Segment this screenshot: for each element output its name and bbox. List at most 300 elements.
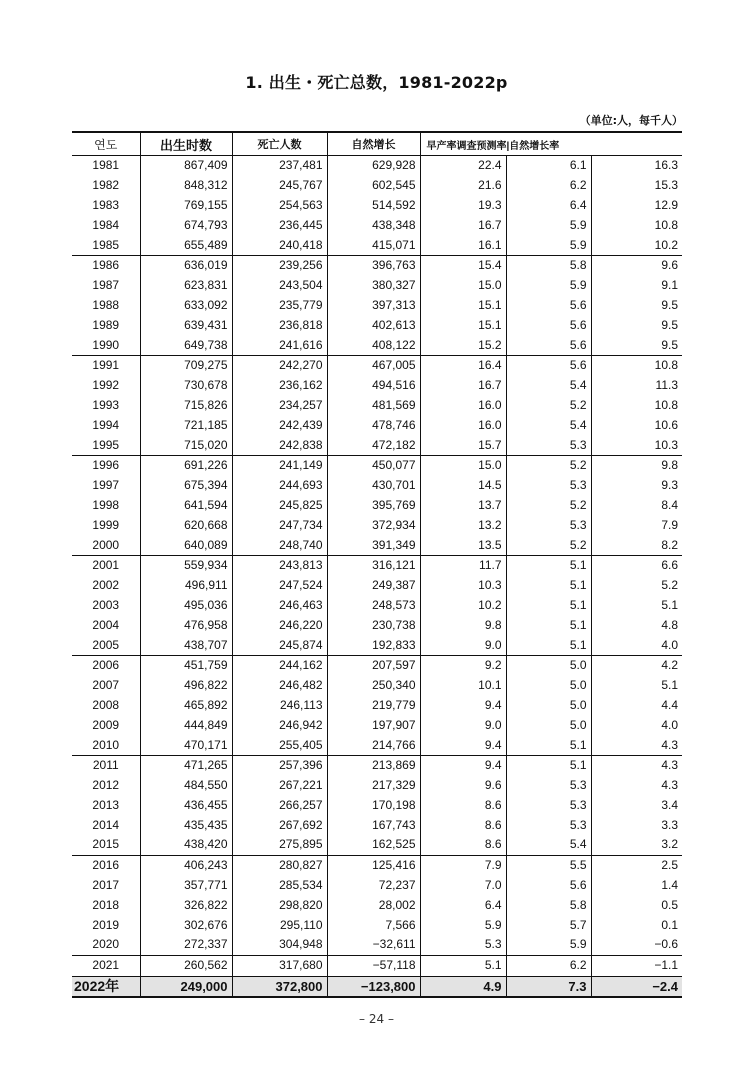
death-rate-cell: 5.3 (506, 515, 591, 535)
death-rate-cell: 5.0 (506, 676, 591, 696)
natural-increase-cell: 430,701 (327, 476, 420, 496)
year-cell: 1996 (72, 455, 140, 475)
birth-rate-cell: 16.1 (420, 235, 506, 255)
header-natural-increase: 自然增长 (327, 132, 420, 156)
deaths-cell: 248,740 (232, 535, 327, 555)
unit-note: （单位:人，每千人） (579, 114, 683, 127)
increase-rate-cell: 0.1 (591, 915, 682, 935)
births-cell: 559,934 (140, 555, 232, 575)
table-row (72, 476, 682, 496)
natural-increase-cell: 396,763 (327, 255, 420, 275)
increase-rate-cell: 9.5 (591, 315, 682, 335)
births-cell: 470,171 (140, 735, 232, 755)
death-rate-cell: 5.1 (506, 615, 591, 635)
table-row (72, 815, 682, 835)
year-cell: 1987 (92, 278, 120, 293)
increase-rate-cell: 10.6 (591, 415, 682, 435)
death-rate-cell: 5.8 (506, 895, 591, 915)
births-cell: 272,337 (140, 935, 232, 955)
increase-rate-cell: 10.8 (591, 355, 682, 375)
deaths-cell: 242,838 (232, 435, 327, 455)
table-body (72, 156, 682, 998)
increase-rate-cell: 10.8 (591, 215, 682, 235)
table-row (72, 176, 682, 196)
deaths-cell: 304,948 (232, 935, 327, 955)
death-rate-cell: 5.6 (506, 876, 591, 896)
births-cell: 451,759 (140, 655, 232, 675)
table-row (72, 276, 682, 296)
table-row (72, 596, 682, 616)
births-cell: 675,394 (140, 476, 232, 496)
page-number: – 24 – (359, 1012, 394, 1026)
deaths-cell: 246,482 (232, 676, 327, 696)
increase-rate-cell: 9.3 (591, 476, 682, 496)
year-cell: 2012 (92, 778, 120, 793)
table-row (72, 635, 682, 655)
births-cell: 641,594 (140, 496, 232, 516)
births-cell: 721,185 (140, 415, 232, 435)
increase-rate-cell: 4.2 (591, 655, 682, 675)
year-cell: 1986 (72, 255, 140, 275)
increase-rate-cell: 4.3 (591, 776, 682, 796)
deaths-cell: 280,827 (232, 855, 327, 875)
death-rate-cell: 5.4 (506, 415, 591, 435)
natural-increase-cell: 217,329 (327, 776, 420, 796)
death-rate-cell: 5.2 (506, 396, 591, 416)
death-rate-cell: 5.1 (506, 635, 591, 655)
deaths-cell: 242,270 (232, 355, 327, 375)
increase-rate-cell: 8.4 (591, 496, 682, 516)
birth-rate-cell: 8.6 (420, 796, 506, 816)
year-cell: 1994 (92, 417, 120, 432)
table-row (72, 976, 682, 997)
births-cell: 436,455 (140, 796, 232, 816)
natural-increase-cell: −32,611 (327, 935, 420, 955)
births-cell: 769,155 (140, 196, 232, 216)
year-cell: 1998 (92, 497, 120, 512)
natural-increase-cell: 415,071 (327, 235, 420, 255)
increase-rate-cell: 5.1 (591, 676, 682, 696)
year-cell: 1989 (92, 317, 120, 332)
births-cell: 326,822 (140, 895, 232, 915)
deaths-cell: 257,396 (232, 755, 327, 775)
deaths-cell: 298,820 (232, 895, 327, 915)
death-rate-cell: 5.3 (506, 476, 591, 496)
increase-rate-cell: 9.5 (591, 335, 682, 355)
natural-increase-cell: 162,525 (327, 835, 420, 855)
birth-rate-cell: 4.9 (420, 976, 506, 997)
birth-rate-cell: 8.6 (420, 835, 506, 855)
deaths-cell: 235,779 (232, 296, 327, 316)
increase-rate-cell: 9.1 (591, 276, 682, 296)
year-cell: 2000 (92, 537, 120, 552)
natural-increase-cell: 402,613 (327, 315, 420, 335)
year-cell: 2014 (92, 817, 120, 832)
birth-rate-cell: 16.4 (420, 355, 506, 375)
births-cell: 438,420 (140, 835, 232, 855)
deaths-cell: 275,895 (232, 835, 327, 855)
death-rate-cell: 5.0 (506, 715, 591, 735)
natural-increase-cell: 250,340 (327, 676, 420, 696)
increase-rate-cell: 4.0 (591, 635, 682, 655)
birth-rate-cell: 15.7 (420, 435, 506, 455)
birth-rate-cell: 10.1 (420, 676, 506, 696)
births-cell: 444,849 (140, 715, 232, 735)
increase-rate-cell: 0.5 (591, 895, 682, 915)
year-cell: 2021 (72, 955, 140, 976)
header-rates: 早产率调查预测率|自然增长率 (420, 132, 682, 156)
increase-rate-cell: 8.2 (591, 535, 682, 555)
increase-rate-cell: 1.4 (591, 876, 682, 896)
natural-increase-cell: 408,122 (327, 335, 420, 355)
increase-rate-cell: 15.3 (591, 176, 682, 196)
natural-increase-cell: 207,597 (327, 655, 420, 675)
increase-rate-cell: 3.3 (591, 815, 682, 835)
death-rate-cell: 5.7 (506, 915, 591, 935)
death-rate-cell: 5.8 (506, 255, 591, 275)
year-cell: 1983 (92, 197, 120, 212)
birth-rate-cell: 19.3 (420, 196, 506, 216)
increase-rate-cell: 2.5 (591, 855, 682, 875)
table-row (72, 876, 682, 896)
birth-rate-cell: 15.1 (420, 296, 506, 316)
deaths-cell: 244,693 (232, 476, 327, 496)
year-cell: 2009 (92, 717, 120, 732)
increase-rate-cell: 12.9 (591, 196, 682, 216)
year-cell: 2022年 (72, 976, 140, 997)
birth-rate-cell: 16.7 (420, 376, 506, 396)
birth-rate-cell: 8.6 (420, 815, 506, 835)
births-cell: 435,435 (140, 815, 232, 835)
births-cell: 715,826 (140, 396, 232, 416)
deaths-cell: 255,405 (232, 735, 327, 755)
header-year: 연도 (72, 132, 140, 156)
births-cell: 640,089 (140, 535, 232, 555)
death-rate-cell: 6.1 (506, 156, 591, 176)
year-cell: 1992 (92, 378, 120, 393)
deaths-cell: 372,800 (232, 976, 327, 997)
table-row (72, 296, 682, 316)
table-row (72, 895, 682, 915)
year-cell: 2019 (92, 917, 120, 932)
deaths-cell: 237,481 (232, 156, 327, 176)
natural-increase-cell: −123,800 (327, 976, 420, 997)
year-cell: 1997 (92, 478, 120, 493)
natural-increase-cell: 249,387 (327, 576, 420, 596)
year-cell: 1993 (92, 397, 120, 412)
year-cell: 2004 (92, 617, 120, 632)
birth-rate-cell: 15.4 (420, 255, 506, 275)
deaths-cell: 241,616 (232, 335, 327, 355)
deaths-cell: 317,680 (232, 955, 327, 976)
birth-rate-cell: 15.0 (420, 455, 506, 475)
births-cell: 620,668 (140, 515, 232, 535)
increase-rate-cell: 7.9 (591, 515, 682, 535)
increase-rate-cell: 10.8 (591, 396, 682, 416)
death-rate-cell: 6.4 (506, 196, 591, 216)
year-cell: 1981 (92, 158, 120, 173)
increase-rate-cell: 11.3 (591, 376, 682, 396)
death-rate-cell: 5.9 (506, 276, 591, 296)
birth-rate-cell: 6.4 (420, 895, 506, 915)
increase-rate-cell: 4.0 (591, 715, 682, 735)
births-cell: 623,831 (140, 276, 232, 296)
increase-rate-cell: 10.2 (591, 235, 682, 255)
year-cell: 1991 (72, 355, 140, 375)
deaths-cell: 246,942 (232, 715, 327, 735)
births-cell: 249,000 (140, 976, 232, 997)
birth-rate-cell: 10.3 (420, 576, 506, 596)
increase-rate-cell: 3.4 (591, 796, 682, 816)
birth-rate-cell: 11.7 (420, 555, 506, 575)
table-row (72, 455, 682, 475)
birth-rate-cell: 9.4 (420, 735, 506, 755)
births-cell: 465,892 (140, 696, 232, 716)
table-row (72, 715, 682, 735)
death-rate-cell: 5.1 (506, 735, 591, 755)
table-row (72, 755, 682, 775)
death-rate-cell: 5.2 (506, 535, 591, 555)
increase-rate-cell: 9.6 (591, 255, 682, 275)
table-row (72, 735, 682, 755)
table-row (72, 776, 682, 796)
deaths-cell: 247,734 (232, 515, 327, 535)
birth-death-table (72, 131, 682, 998)
birth-rate-cell: 9.0 (420, 715, 506, 735)
table-row (72, 935, 682, 955)
year-cell: 2011 (72, 755, 140, 775)
deaths-cell: 236,445 (232, 215, 327, 235)
increase-rate-cell: 4.3 (591, 755, 682, 775)
increase-rate-cell: 5.1 (591, 596, 682, 616)
birth-rate-cell: 9.6 (420, 776, 506, 796)
births-cell: 406,243 (140, 855, 232, 875)
deaths-cell: 234,257 (232, 396, 327, 416)
deaths-cell: 242,439 (232, 415, 327, 435)
deaths-cell: 246,220 (232, 615, 327, 635)
death-rate-cell: 5.4 (506, 835, 591, 855)
increase-rate-cell: 4.4 (591, 696, 682, 716)
natural-increase-cell: 372,934 (327, 515, 420, 535)
year-cell: 2010 (92, 737, 120, 752)
natural-increase-cell: 481,569 (327, 396, 420, 416)
table-row (72, 196, 682, 216)
death-rate-cell: 5.1 (506, 596, 591, 616)
natural-increase-cell: 438,348 (327, 215, 420, 235)
deaths-cell: 243,504 (232, 276, 327, 296)
birth-rate-cell: 15.0 (420, 276, 506, 296)
year-cell: 1982 (92, 178, 120, 193)
death-rate-cell: 5.6 (506, 296, 591, 316)
natural-increase-cell: 125,416 (327, 855, 420, 875)
natural-increase-cell: 467,005 (327, 355, 420, 375)
year-cell: 2008 (92, 697, 120, 712)
deaths-cell: 236,162 (232, 376, 327, 396)
year-cell: 1985 (92, 237, 120, 252)
natural-increase-cell: 192,833 (327, 635, 420, 655)
birth-rate-cell: 13.7 (420, 496, 506, 516)
birth-rate-cell: 16.7 (420, 215, 506, 235)
year-cell: 1984 (92, 217, 120, 232)
deaths-cell: 267,692 (232, 815, 327, 835)
births-cell: 471,265 (140, 755, 232, 775)
birth-rate-cell: 10.2 (420, 596, 506, 616)
header-deaths: 死亡人数 (232, 132, 327, 156)
death-rate-cell: 5.0 (506, 696, 591, 716)
table-row (72, 315, 682, 335)
table-header-row (72, 132, 682, 156)
birth-rate-cell: 5.1 (420, 955, 506, 976)
year-cell: 2013 (92, 797, 120, 812)
death-rate-cell: 5.6 (506, 335, 591, 355)
death-rate-cell: 5.6 (506, 315, 591, 335)
death-rate-cell: 5.1 (506, 755, 591, 775)
year-cell: 2003 (92, 597, 120, 612)
natural-increase-cell: 316,121 (327, 555, 420, 575)
table-row (72, 215, 682, 235)
table-row (72, 376, 682, 396)
increase-rate-cell: 6.6 (591, 555, 682, 575)
natural-increase-cell: 214,766 (327, 735, 420, 755)
deaths-cell: 266,257 (232, 796, 327, 816)
birth-rate-cell: 9.4 (420, 755, 506, 775)
table-row (72, 355, 682, 375)
natural-increase-cell: 72,237 (327, 876, 420, 896)
deaths-cell: 245,767 (232, 176, 327, 196)
births-cell: 484,550 (140, 776, 232, 796)
births-cell: 495,036 (140, 596, 232, 616)
natural-increase-cell: 478,746 (327, 415, 420, 435)
births-cell: 633,092 (140, 296, 232, 316)
table-row (72, 335, 682, 355)
year-cell: 2001 (72, 555, 140, 575)
birth-rate-cell: 13.2 (420, 515, 506, 535)
birth-rate-cell: 9.0 (420, 635, 506, 655)
year-cell: 1995 (92, 437, 120, 452)
natural-increase-cell: 494,516 (327, 376, 420, 396)
natural-increase-cell: 380,327 (327, 276, 420, 296)
deaths-cell: 267,221 (232, 776, 327, 796)
birth-rate-cell: 7.9 (420, 855, 506, 875)
births-cell: 655,489 (140, 235, 232, 255)
natural-increase-cell: 197,907 (327, 715, 420, 735)
births-cell: 715,020 (140, 435, 232, 455)
increase-rate-cell: 3.2 (591, 835, 682, 855)
death-rate-cell: 5.3 (506, 796, 591, 816)
year-cell: 2016 (72, 855, 140, 875)
deaths-cell: 243,813 (232, 555, 327, 575)
table-row (72, 796, 682, 816)
header-births: 出生时数 (140, 132, 232, 156)
year-cell: 1999 (92, 517, 120, 532)
birth-rate-cell: 16.0 (420, 415, 506, 435)
deaths-cell: 285,534 (232, 876, 327, 896)
deaths-cell: 241,149 (232, 455, 327, 475)
table-row (72, 515, 682, 535)
births-cell: 302,676 (140, 915, 232, 935)
natural-increase-cell: 170,198 (327, 796, 420, 816)
death-rate-cell: 5.2 (506, 496, 591, 516)
death-rate-cell: 5.4 (506, 376, 591, 396)
death-rate-cell: 5.1 (506, 555, 591, 575)
increase-rate-cell: 16.3 (591, 156, 682, 176)
death-rate-cell: 5.0 (506, 655, 591, 675)
birth-rate-cell: 5.3 (420, 935, 506, 955)
year-cell: 2017 (92, 878, 120, 893)
births-cell: 496,822 (140, 676, 232, 696)
death-rate-cell: 7.3 (506, 976, 591, 997)
death-rate-cell: 5.9 (506, 215, 591, 235)
births-cell: 730,678 (140, 376, 232, 396)
birth-rate-cell: 22.4 (420, 156, 506, 176)
table-row (72, 676, 682, 696)
death-rate-cell: 6.2 (506, 955, 591, 976)
year-cell: 2015 (92, 837, 120, 852)
deaths-cell: 236,818 (232, 315, 327, 335)
natural-increase-cell: 219,779 (327, 696, 420, 716)
deaths-cell: 246,113 (232, 696, 327, 716)
births-cell: 848,312 (140, 176, 232, 196)
births-cell: 639,431 (140, 315, 232, 335)
natural-increase-cell: 472,182 (327, 435, 420, 455)
table-row (72, 415, 682, 435)
increase-rate-cell: 9.5 (591, 296, 682, 316)
birth-rate-cell: 15.2 (420, 335, 506, 355)
table-row (72, 535, 682, 555)
natural-increase-cell: 7,566 (327, 915, 420, 935)
natural-increase-cell: 395,769 (327, 496, 420, 516)
year-cell: 2006 (72, 655, 140, 675)
birth-rate-cell: 15.1 (420, 315, 506, 335)
year-cell: 2005 (92, 637, 120, 652)
natural-increase-cell: 213,869 (327, 755, 420, 775)
births-cell: 476,958 (140, 615, 232, 635)
year-cell: 2007 (92, 678, 120, 693)
year-cell: 1990 (92, 337, 120, 352)
table-row (72, 915, 682, 935)
death-rate-cell: 5.3 (506, 776, 591, 796)
births-cell: 649,738 (140, 335, 232, 355)
deaths-cell: 240,418 (232, 235, 327, 255)
natural-increase-cell: 397,313 (327, 296, 420, 316)
birth-rate-cell: 9.8 (420, 615, 506, 635)
year-cell: 2020 (92, 937, 120, 952)
birth-rate-cell: 21.6 (420, 176, 506, 196)
increase-rate-cell: −2.4 (591, 976, 682, 997)
increase-rate-cell: 4.3 (591, 735, 682, 755)
natural-increase-cell: 514,592 (327, 196, 420, 216)
table-row (72, 255, 682, 275)
table-row (72, 555, 682, 575)
deaths-cell: 245,825 (232, 496, 327, 516)
births-cell: 867,409 (140, 156, 232, 176)
natural-increase-cell: 602,545 (327, 176, 420, 196)
deaths-cell: 239,256 (232, 255, 327, 275)
increase-rate-cell: 5.2 (591, 576, 682, 596)
deaths-cell: 247,524 (232, 576, 327, 596)
births-cell: 496,911 (140, 576, 232, 596)
natural-increase-cell: 248,573 (327, 596, 420, 616)
table-row (72, 396, 682, 416)
death-rate-cell: 6.2 (506, 176, 591, 196)
increase-rate-cell: 10.3 (591, 435, 682, 455)
table-row (72, 615, 682, 635)
year-cell: 1988 (92, 297, 120, 312)
natural-increase-cell: 167,743 (327, 815, 420, 835)
increase-rate-cell: 9.8 (591, 455, 682, 475)
births-cell: 691,226 (140, 455, 232, 475)
table-row (72, 855, 682, 875)
